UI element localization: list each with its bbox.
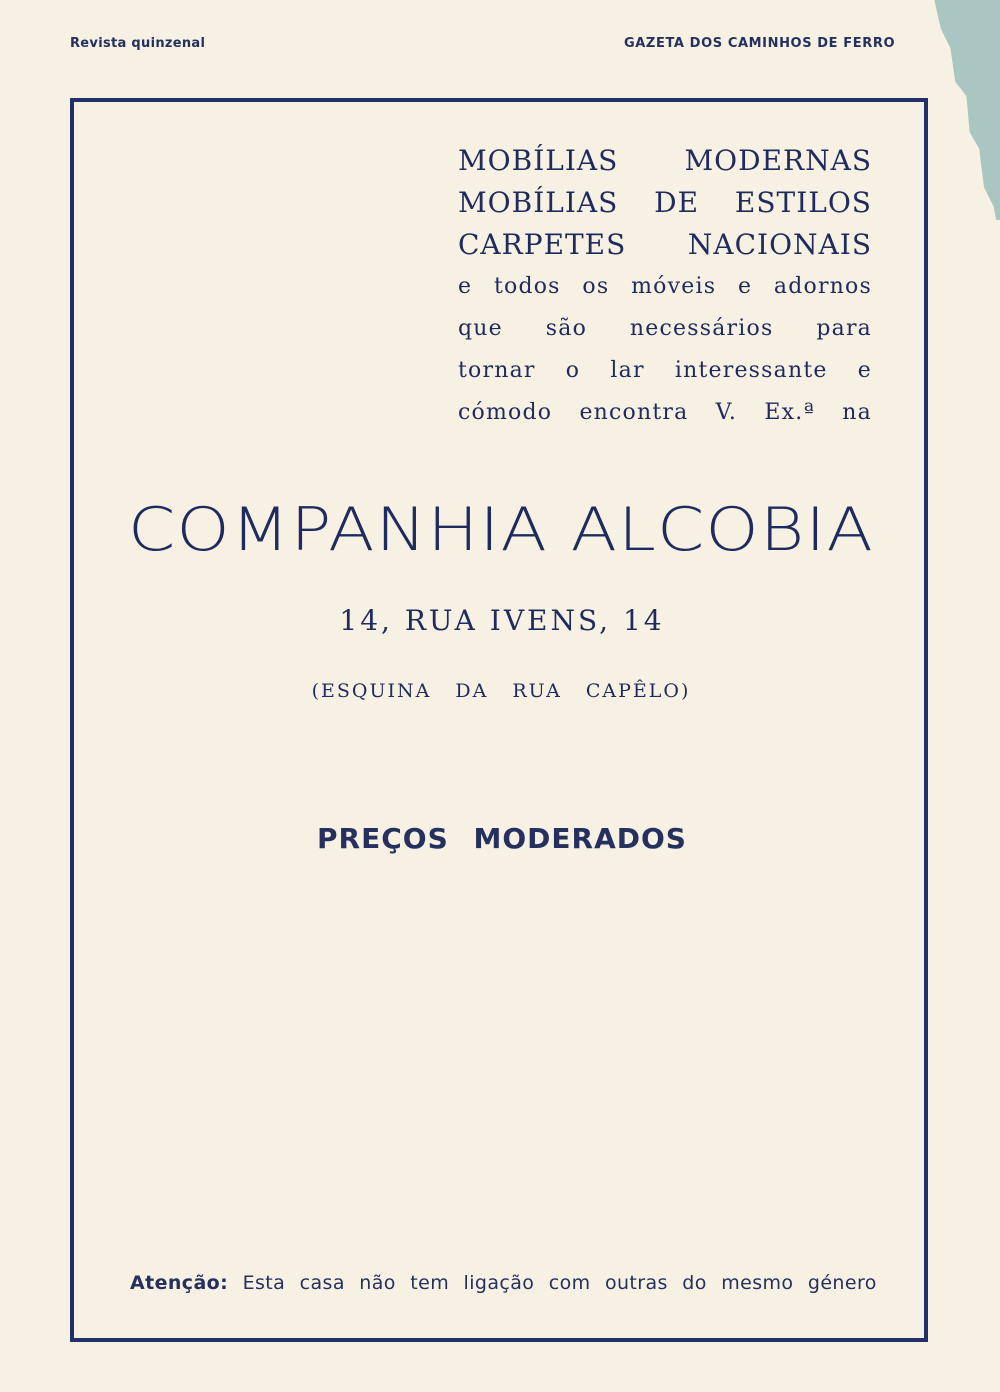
product-list (458, 140, 872, 434)
product-line: MOBÍLIAS DE ESTILOS (458, 186, 872, 219)
corner-note: (ESQUINA DA RUA CAPÊLO) (311, 680, 691, 702)
prices-slogan: PREÇOS MODERADOS (317, 822, 687, 855)
notice (130, 1272, 878, 1294)
header-right: GAZETA DOS CAMINHOS DE FERRO (624, 36, 896, 51)
description-line: cómodo encontra V. Ex.ª na (458, 400, 872, 425)
description-line: tornar o lar interessante e (458, 358, 872, 383)
notice-lead: Atenção: (130, 1272, 229, 1294)
company-name (128, 490, 874, 570)
product-line: CARPETES NACIONAIS (458, 228, 872, 261)
street-address: 14, RUA IVENS, 14 (339, 604, 665, 637)
header-left: Revista quinzenal (70, 36, 206, 51)
product-line: MOBÍLIAS MODERNAS (458, 144, 872, 177)
company-name-text: COMPANHIA ALCOBIA (128, 495, 874, 565)
description-line: e todos os móveis e adornos (458, 274, 872, 299)
description-line: que são necessários para (458, 316, 872, 341)
notice-text: Esta casa não tem ligação com outras do mesmo género (242, 1272, 877, 1294)
